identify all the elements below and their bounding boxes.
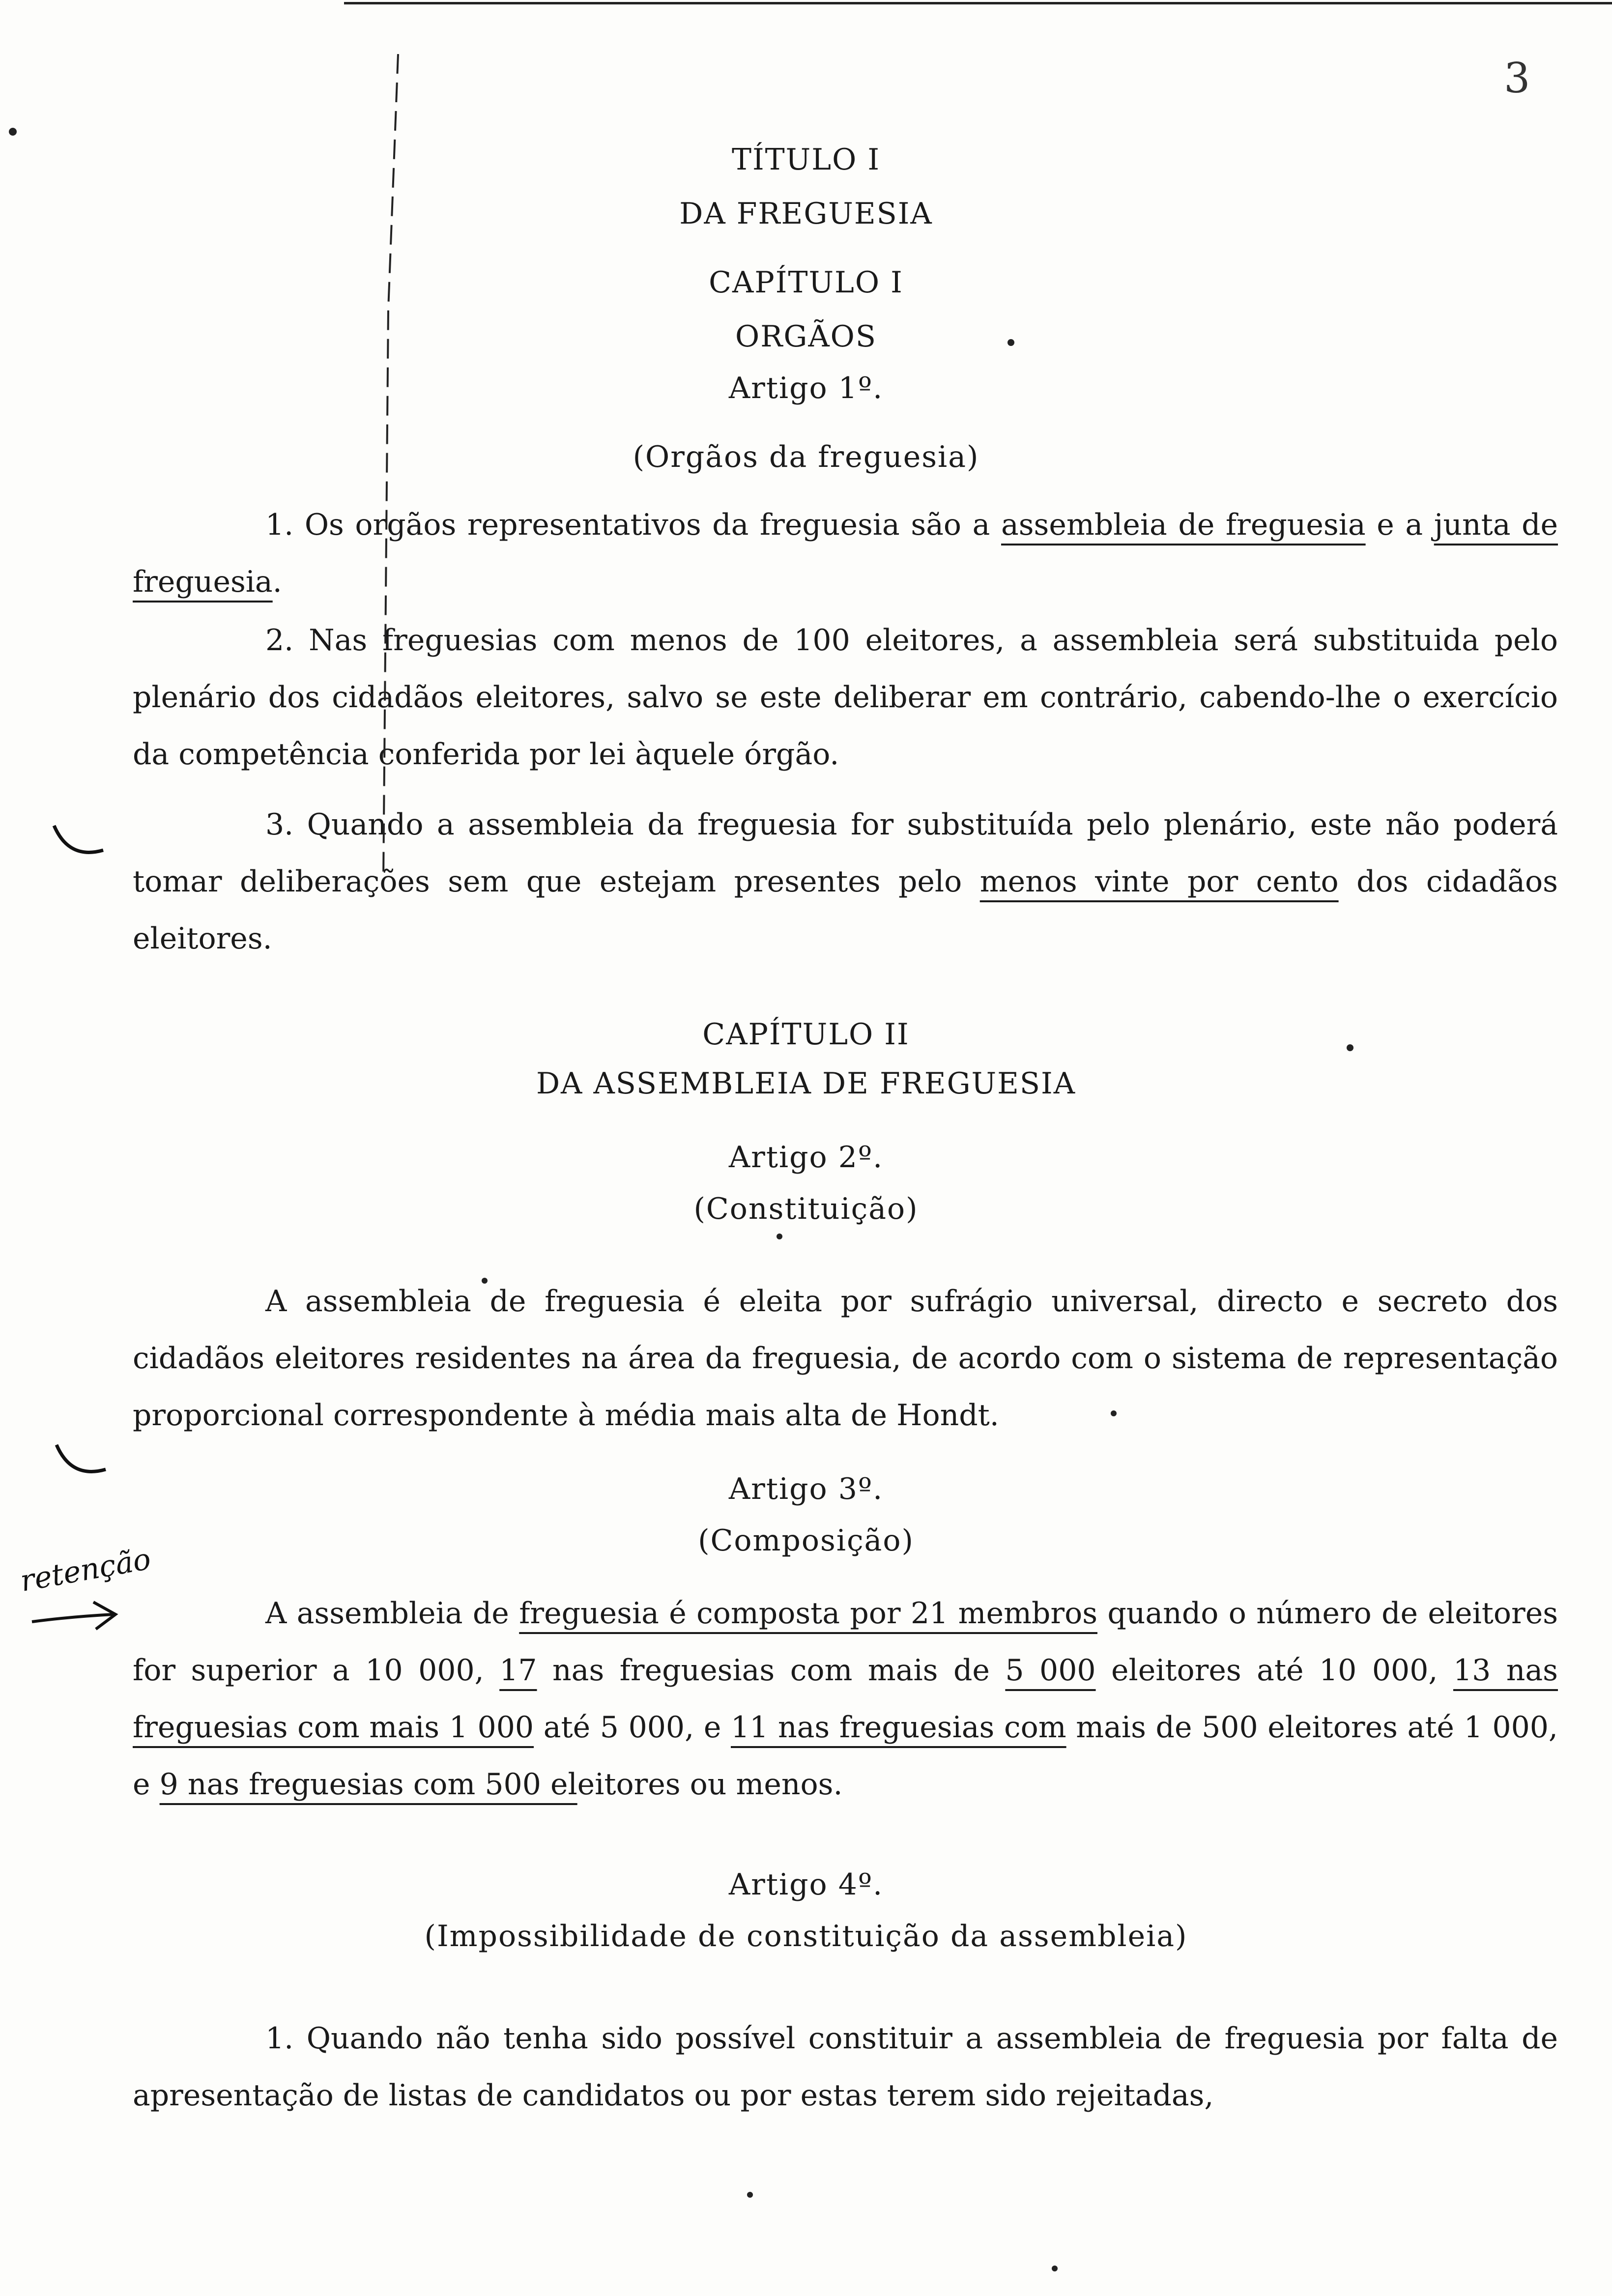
article-2-number: Artigo 2º. [728, 1140, 884, 1175]
article-1-p1-text-c: e a [1365, 508, 1434, 542]
article-3-underlined-9: 9 nas freguesias com 500 el [159, 1767, 577, 1802]
article-3-text-a: A assembleia de [265, 1596, 519, 1631]
scan-speck [482, 1278, 488, 1284]
scan-speck [9, 128, 17, 136]
article-3-underlined-13: 13 nas freguesias com mais 1 000 [133, 1653, 1558, 1745]
scan-speck [777, 1234, 782, 1239]
article-3-text-c: quando o número de eleitores for superior a 10 000, [133, 1596, 1558, 1688]
handwritten-margin-note: retenção [17, 1542, 153, 1599]
article-3-underlined-21: freguesia é composta por 21 membros [519, 1596, 1097, 1631]
article-4-heading: (Impossibilidade de constituição da assembleia) [424, 1919, 1188, 1953]
article-3-text-g: eleitores até 10 000, [1095, 1653, 1453, 1688]
article-3-text-m: eitores ou menos. [577, 1767, 843, 1802]
article-3-heading: (Composição) [698, 1523, 914, 1558]
page-number: 3 [1504, 54, 1530, 102]
chapter-2-heading: CAPÍTULO II [702, 1017, 910, 1052]
article-3-text-e: nas freguesias com mais de [537, 1653, 1006, 1688]
title-subtitle: DA FREGUESIA [679, 197, 933, 231]
article-3-underlined-5000: 5 000 [1005, 1653, 1096, 1688]
article-3-text-i: até 5 000, e [534, 1710, 731, 1745]
scan-speck [1052, 2266, 1058, 2271]
article-3-underlined-11: 11 nas freguesias com [730, 1710, 1066, 1745]
article-1-heading: (Orgãos da freguesia) [633, 440, 979, 474]
article-3-underlined-17: 17 [499, 1653, 537, 1688]
chapter-2-name: DA ASSEMBLEIA DE FREGUESIA [536, 1066, 1076, 1101]
chapter-1-name: ORGÃOS [735, 319, 877, 354]
article-1-p1-underlined-junta: junta de freguesia [133, 508, 1558, 599]
article-1-paragraph-1 [133, 496, 1558, 610]
scan-speck [747, 2192, 753, 2198]
margin-mark-2-icon [52, 1440, 111, 1484]
top-border-line [344, 2, 1612, 4]
article-1-p3-text-a: 3. Quando a assembleia da freguesia for substituída pelo plenário, este não poderá tomar deliberações sem que estejam presentes pelo [133, 807, 1558, 899]
article-2-heading: (Constituição) [693, 1192, 919, 1226]
title-heading: TÍTULO I [731, 143, 881, 177]
chapter-1-heading: CAPÍTULO I [709, 265, 903, 300]
handwritten-arrow-icon [29, 1597, 123, 1636]
article-3-text [133, 1585, 1558, 1813]
margin-mark-1-icon [49, 821, 108, 865]
article-1-number: Artigo 1º. [728, 371, 884, 405]
article-1-paragraph-2: 2. Nas freguesias com menos de 100 eleitores, a assembleia será substituida pelo plenário dos cidadãos eleitores, salvo se este deliberar em contrário, cabendo-lhe o exercício da competência conferida por lei àquele órgão. [133, 623, 1558, 772]
article-1-p1-text-a: 1. Os orgãos representativos da freguesia são a [265, 508, 1001, 542]
scan-speck [1347, 1044, 1353, 1051]
article-4-number: Artigo 4º. [728, 1867, 884, 1902]
article-1-p3-text-c: dos cidadãos eleitores. [133, 864, 1558, 956]
article-3-text-k: mais de 500 eleitores até 1 000, e [133, 1710, 1558, 1802]
article-1-p3-underlined: menos vinte por cento [979, 864, 1339, 899]
article-1-p1-text-e: . [272, 565, 282, 599]
scan-speck [1111, 1410, 1117, 1416]
article-1-paragraph-3 [133, 796, 1558, 967]
scan-speck [1008, 339, 1014, 346]
article-3-number: Artigo 3º. [728, 1472, 884, 1506]
article-4-text: 1. Quando não tenha sido possível constituir a assembleia de freguesia por falta de apresentação de listas de candidatos ou por estas terem sido rejeitadas, [133, 2021, 1558, 2113]
scan-line-artifact [374, 54, 403, 890]
article-1-p1-underlined-assembly: assembleia de freguesia [1001, 508, 1366, 542]
article-2-text: A assembleia de freguesia é eleita por sufrágio universal, directo e secreto dos cidadãos eleitores residentes na área da freguesia, de acordo com o sistema de representação proporcional correspondente à média mais alta de Hondt. [133, 1284, 1558, 1433]
